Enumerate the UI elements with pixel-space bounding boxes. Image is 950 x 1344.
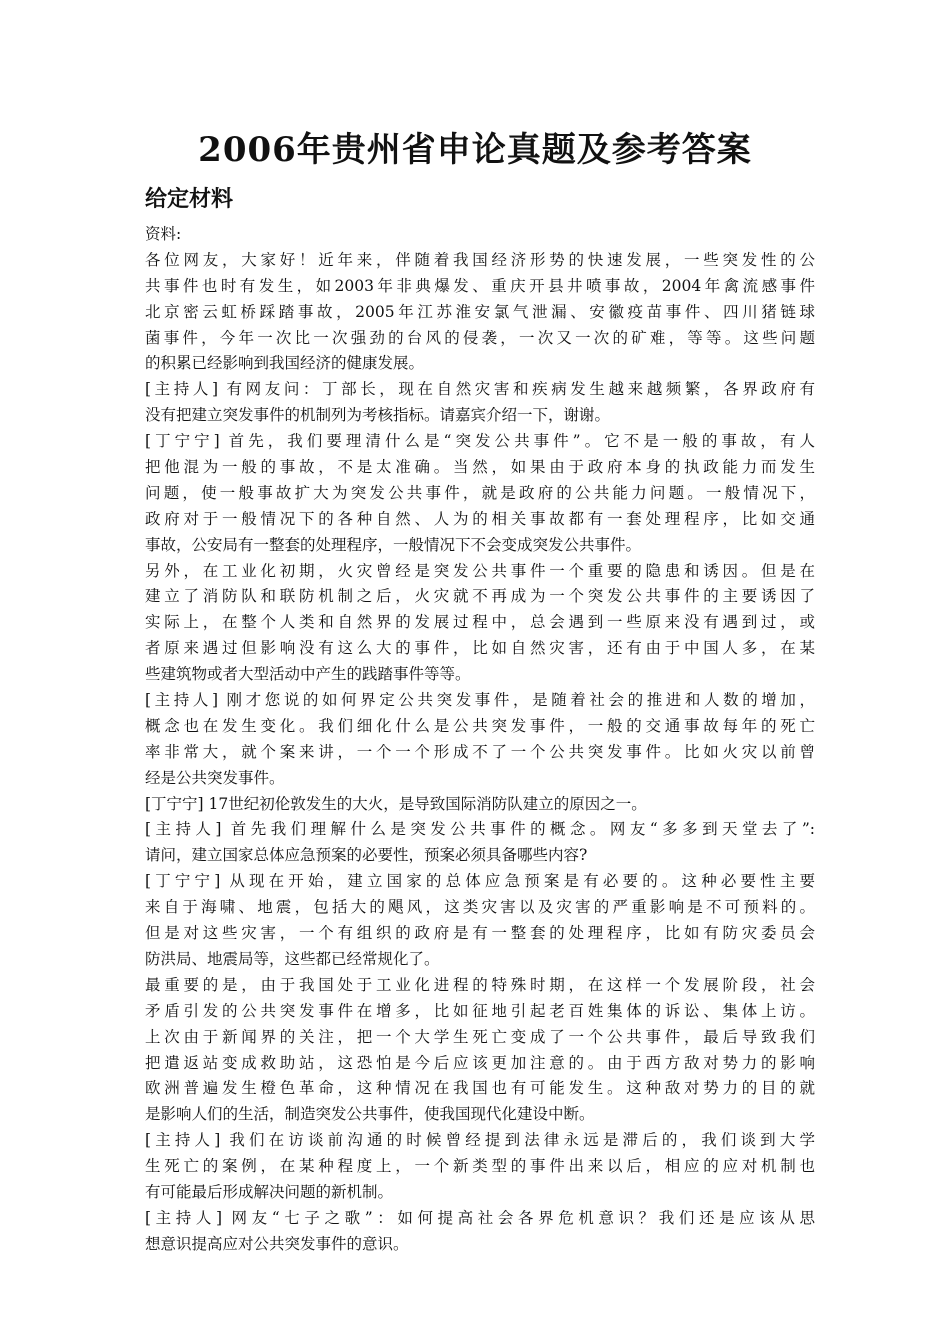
text-line: 另外，在工业化初期，火灾曾经是突发公共事件一个重要的隐患和诱因。但是在 [145, 561, 815, 580]
text-line: 但是对这些灾害，一个有组织的政府是有一整套的处理程序，比如有防灾委员会 [145, 924, 815, 943]
text-line: 实际上，在整个人类和自然界的发展过程中，总会遇到一些原来没有遇到过，或 [145, 613, 815, 632]
text-line: 率非常大，就个案来讲，一个一个形成不了一个公共突发事件。比如火灾以前曾 [145, 742, 815, 761]
text-line: 防洪局、地震局等，这些都已经常规化了。 [145, 949, 440, 968]
text-line: 问题，使一般事故扩大为突发公共事件，就是政府的公共能力问题。一般情况下， [145, 483, 815, 502]
text-line: 事故，公安局有一整套的处理程序，一般情况下不会变成突发公共事件。 [145, 535, 642, 554]
body-text [145, 222, 815, 1258]
text-line: 把他混为一般的事故，不是太准确。当然，如果由于政府本身的执政能力而发生 [145, 458, 815, 477]
text-line: 想意识提高应对公共突发事件的意识。 [145, 1234, 409, 1253]
text-line: 最重要的是，由于我国处于工业化进程的特殊时期，在这样一个发展阶段，社会 [145, 975, 815, 994]
text-line: 是影响人们的生活，制造突发公共事件，使我国现代化建设中断。 [145, 1105, 595, 1124]
text-line: 生死亡的案例，在某种程度上，一个新类型的事件出来以后，相应的应对机制也 [145, 1157, 815, 1176]
text-line: [主持人] 网友“七子之歌”：如何提高社会各界危机意识？我们还是应该从思 [145, 1208, 815, 1227]
text-line: 矛盾引发的公共突发事件在增多，比如征地引起老百姓集体的诉讼、集体上访。 [145, 1001, 815, 1020]
text-line: [主持人] 我们在访谈前沟通的时候曾经提到法律永远是滞后的，我们谈到大学 [145, 1131, 815, 1150]
text-line: 的积累已经影响到我国经济的健康发展。 [145, 354, 425, 373]
text-line: [丁宁宁] 17世纪初伦敦发生的大火，是导致国际消防队建立的原因之一。 [145, 794, 647, 813]
text-line: [丁宁宁] 从现在开始，建立国家的总体应急预案是有必要的。这种必要性主要 [145, 872, 815, 891]
text-line: [丁宁宁] 首先，我们要理清什么是“突发公共事件”。它不是一般的事故，有人 [145, 432, 815, 451]
text-line: 各位网友，大家好！近年来，伴随着我国经济形势的快速发展，一些突发性的公 [145, 250, 815, 269]
text-line: 有可能最后形成解决问题的新机制。 [145, 1182, 394, 1201]
text-line: 欧洲普遍发生橙色革命，这种情况在我国也有可能发生。这种敌对势力的目的就 [145, 1079, 815, 1098]
text-line: 北京密云虹桥踩踏事故，2005年江苏淮安氯气泄漏、安徽疫苗事件、四川猪链球 [145, 302, 815, 321]
text-line: 政府对于一般情况下的各种自然、人为的相关事故都有一套处理程序，比如交通 [145, 509, 815, 528]
text-line: [主持人] 有网友问：丁部长，现在自然灾害和疾病发生越来越频繁，各界政府有 [145, 380, 815, 399]
text-line: 把遣返站变成救助站，这恐怕是今后应该更加注意的。由于西方敌对势力的影响 [145, 1053, 815, 1072]
text-line: 者原来遇过但影响没有这么大的事件，比如自然灾害，还有由于中国人多，在某 [145, 639, 815, 658]
text-line: [主持人] 首先我们理解什么是突发公共事件的概念。网友“多多到天堂去了”: [145, 820, 815, 839]
text-line: [主持人] 刚才您说的如何界定公共突发事件，是随着社会的推进和人数的增加， [145, 691, 815, 710]
text-line: 资料: [145, 225, 182, 243]
text-line: 些建筑物或者大型活动中产生的践踏事件等等。 [145, 665, 471, 684]
text-line: 概念也在发生变化。我们细化什么是公共突发事件，一般的交通事故每年的死亡 [145, 716, 815, 735]
section-heading: 给定材料 [145, 186, 234, 212]
text-line: 没有把建立突发事件的机制列为考核指标。请嘉宾介绍一下，谢谢。 [145, 406, 611, 425]
text-line: 建立了消防队和联防机制之后，火灾就不再成为一个突发公共事件的主要诱因了 [145, 587, 815, 606]
page-title: 2006年贵州省申论真题及参考答案 [198, 130, 752, 170]
text-line: 上次由于新闻界的关注，把一个大学生死亡变成了一个公共事件，最后导致我们 [145, 1027, 815, 1046]
text-line: 菌事件，今年一次比一次强劲的台风的侵袭，一次又一次的矿难，等等。这些问题 [145, 328, 815, 347]
text-line: 请问，建立国家总体应急预案的必要性，预案必须具备哪些内容? [145, 846, 588, 865]
text-line: 共事件也时有发生，如2003年非典爆发、重庆开县井喷事故，2004年禽流感事件 [145, 276, 815, 295]
text-line: 经是公共突发事件。 [145, 768, 285, 787]
text-line: 来自于海啸、地震，包括大的飓风，这类灾害以及灾害的严重影响是不可预料的。 [145, 898, 815, 917]
